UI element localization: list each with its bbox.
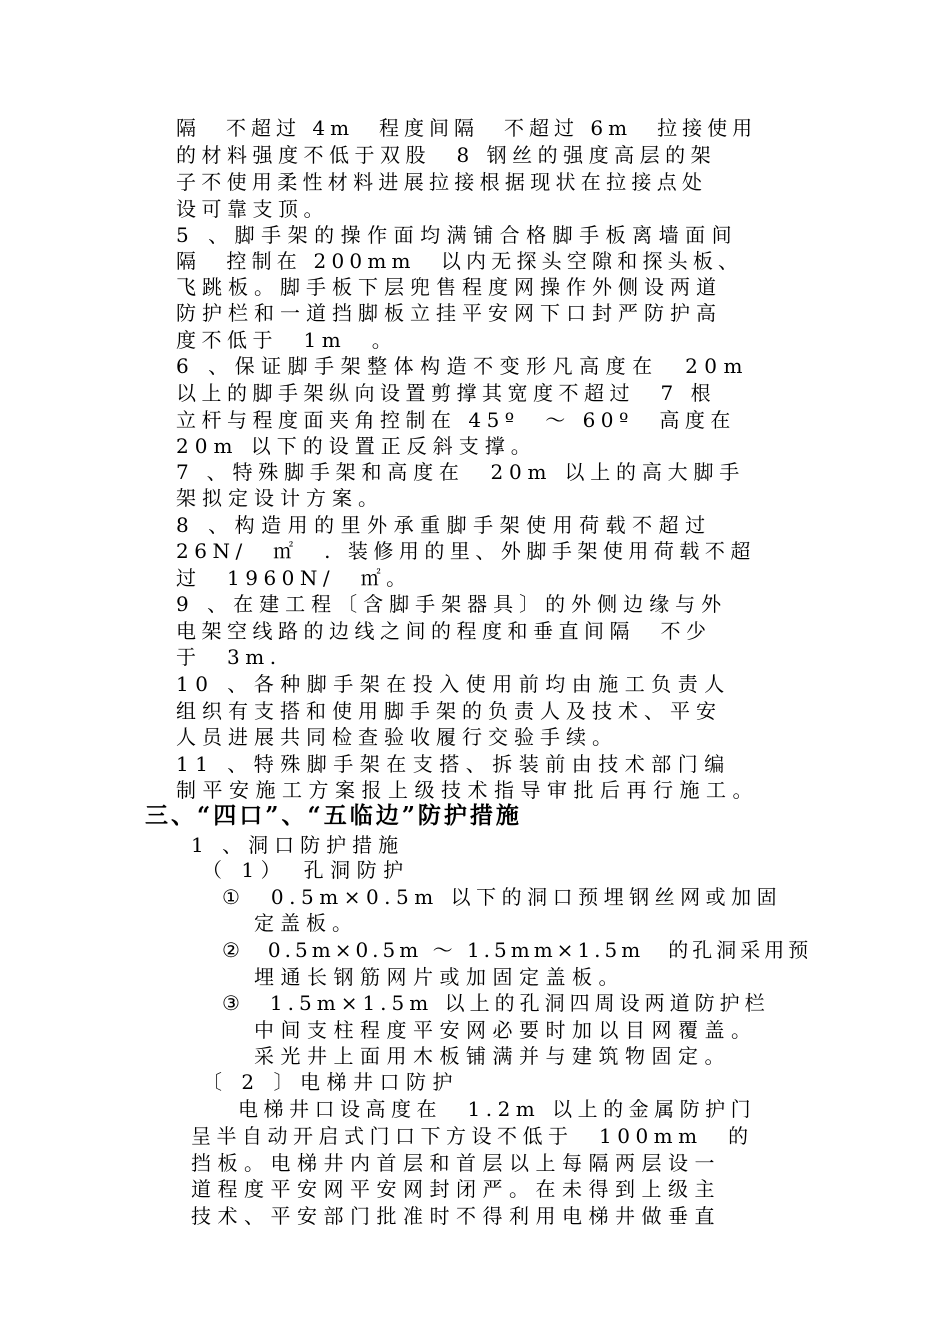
text-line: 电梯井口设高度在 1.2m 以上的金属防护门: [238, 1097, 757, 1121]
text-line: 定盖板。: [254, 911, 358, 935]
text-line: 呈半自动开启式门口下方设不低于 100mm 的: [191, 1124, 754, 1148]
text-line: ③ 1.5m×1.5m 以上的孔洞四周设两道防护栏: [222, 991, 770, 1015]
text-line: 〔 2 〕电梯井口防护: [202, 1070, 459, 1094]
text-line: 中间支柱程度平安网必要时加以目网覆盖。: [254, 1018, 758, 1042]
section-heading: 三、“四口”、“五临边”防护措施: [145, 802, 522, 829]
text-line: （ 1） 孔洞防护: [202, 858, 410, 882]
text-line: 过 1960N/ ㎡。: [176, 566, 412, 590]
text-line: 隔 控制在 200mm 以内无探头空隙和探头板、: [176, 249, 744, 273]
text-line: 挡板。电梯井内首层和首层以上每隔两层设一: [191, 1151, 721, 1175]
text-line: 电架空线路的边线之间的程度和垂直间隔 不少: [176, 619, 712, 643]
text-line: 设可靠支顶。: [176, 197, 329, 221]
text-line: 8 、构造用的里外承重脚手架使用荷载不超过: [176, 513, 712, 537]
text-line: 子不使用柔性材料进展拉接根据现状在拉接点处: [176, 170, 708, 194]
text-line: 隔 不超过 4m 程度间隔 不超过 6m 拉接使用: [176, 116, 758, 140]
text-line: 技术、平安部门批准时不得利用电梯井做垂直: [191, 1204, 721, 1228]
text-line: 26N/ ㎡ . 装修用的里、外脚手架使用荷载不超: [176, 539, 756, 563]
text-line: 10 、各种脚手架在投入使用前均由施工负责人: [176, 672, 731, 696]
text-line: 架拟定设计方案。: [176, 486, 384, 510]
text-line: 道程度平安网平安网封闭严。在未得到上级主: [191, 1177, 721, 1201]
text-line: 防护栏和一道挡脚板立挂平安网下口封严防护高: [176, 301, 722, 325]
text-line: 制平安施工方案报上级技术指导审批后再行施工。: [176, 778, 759, 802]
text-line: 7 、特殊脚手架和高度在 20m 以上的高大脚手: [176, 460, 746, 484]
text-line: 于 3m.: [176, 645, 282, 669]
text-line: 6 、保证脚手架整体构造不变形凡高度在 20m: [176, 354, 749, 378]
text-line: 11 、特殊脚手架在支搭、拆装前由技术部门编: [176, 752, 731, 776]
text-line: 人员进展共同检查验收履行交验手续。: [176, 725, 618, 749]
text-line: 飞跳板。脚手板下层兜售程度网操作外侧设两道: [176, 275, 722, 299]
text-line: 5 、脚手架的操作面均满铺合格脚手板离墙面间: [176, 223, 739, 247]
text-line: 立杆与程度面夹角控制在 45º ～ 60º 高度在: [176, 408, 736, 432]
text-line: 9 、在建工程〔含脚手架器具〕的外侧边缘与外: [176, 592, 728, 616]
text-line: 的材料强度不低于双股 8 钢丝的强度高层的架: [176, 143, 717, 167]
text-line: 采光井上面用木板铺满并与建筑物固定。: [254, 1044, 731, 1068]
text-line: 20m 以下的设置正反斜支撑。: [176, 434, 537, 458]
text-line: 组织有支搭和使用脚手架的负责人及技术、平安: [176, 699, 722, 723]
text-line: ① 0.5m×0.5m 以下的洞口预埋钢丝网或加固: [222, 885, 783, 909]
text-line: ② 0.5m×0.5m ～ 1.5mm×1.5m 的孔洞采用预: [222, 938, 813, 962]
text-line: 以上的脚手架纵向设置剪撑其宽度不超过 7 根: [176, 381, 717, 405]
text-line: 度不低于 1m 。: [176, 328, 398, 352]
text-line: 1 、洞口防护措施: [191, 833, 405, 857]
text-line: 埋通长钢筋网片或加固定盖板。: [254, 965, 625, 989]
